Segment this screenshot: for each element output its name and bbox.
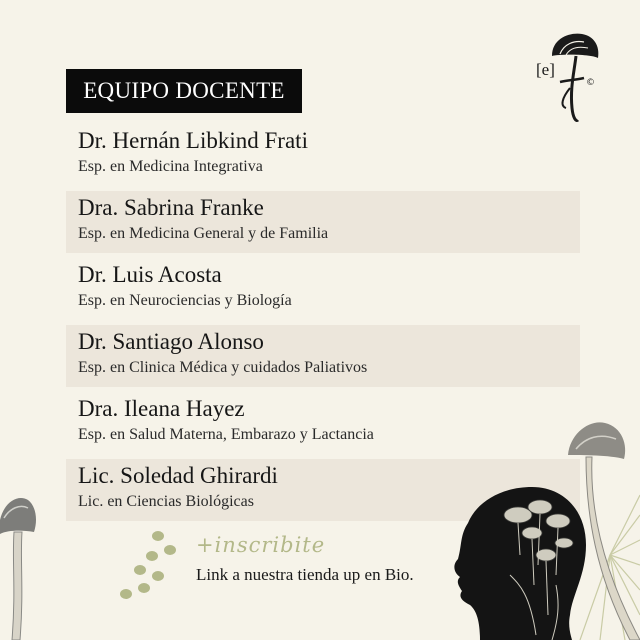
- member-specialty: Esp. en Medicina Integrativa: [78, 158, 263, 175]
- member-specialty: Esp. en Salud Materna, Embarazo y Lactancia: [78, 426, 374, 443]
- section-title: EQUIPO DOCENTE: [66, 69, 302, 113]
- mushroom-illustration-icon: [0, 490, 40, 640]
- member-specialty: Esp. en Medicina General y de Familia: [78, 225, 329, 242]
- cta-text: Link a nuestra tienda up en Bio.: [196, 565, 414, 584]
- member-name: Dra. Ileana Hayez: [78, 396, 245, 421]
- member-specialty: Lic. en Ciencias Biológicas: [78, 493, 254, 510]
- team-member-row: [66, 325, 580, 387]
- logo-text: [e]: [536, 60, 555, 79]
- team-member-row: [66, 124, 580, 186]
- team-member-row: [66, 191, 580, 253]
- team-member-row: [66, 258, 580, 320]
- brand-logo: [530, 28, 610, 128]
- member-name: Dr. Hernán Libkind Frati: [78, 128, 308, 153]
- member-name: Dr. Luis Acosta: [78, 262, 222, 287]
- signup-link[interactable]: +inscribite: [196, 533, 326, 557]
- member-specialty: Esp. en Clinica Médica y cuidados Paliativos: [78, 359, 368, 376]
- copyright-mark: ©: [586, 78, 595, 88]
- head-illustration-icon: [440, 415, 640, 640]
- member-name: Dr. Santiago Alonso: [78, 329, 264, 354]
- member-name: Dra. Sabrina Franke: [78, 195, 264, 220]
- decorative-dots-icon: [118, 528, 182, 604]
- member-specialty: Esp. en Neurociencias y Biología: [78, 292, 292, 309]
- member-name: Lic. Soledad Ghirardi: [78, 463, 278, 488]
